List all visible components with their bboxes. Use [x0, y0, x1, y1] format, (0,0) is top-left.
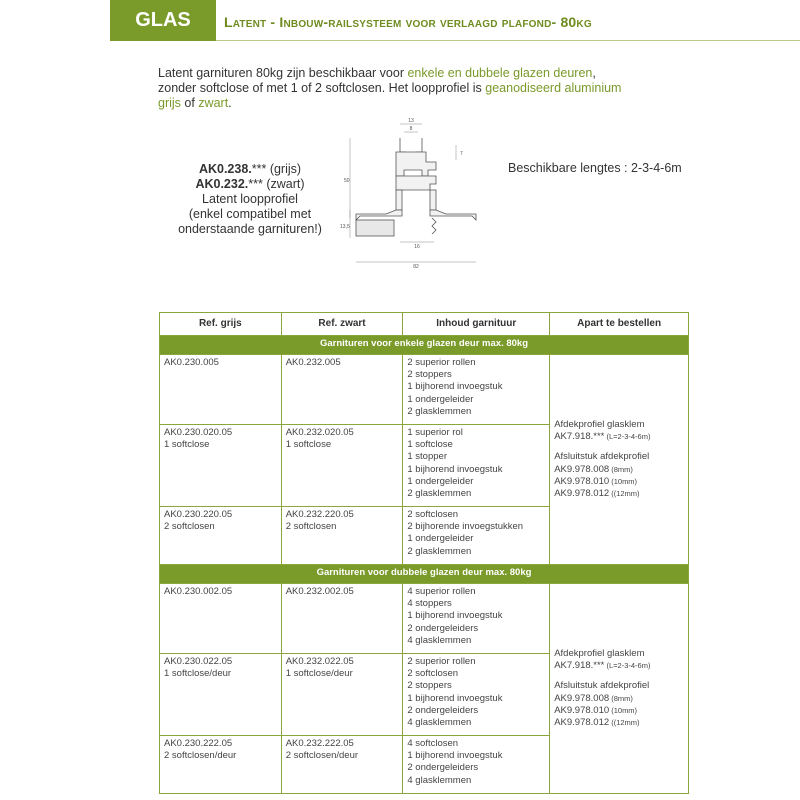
- apart-line: [554, 660, 684, 672]
- cell-line: 1 bijhorend invoegstuk: [407, 463, 503, 475]
- cell-line: 2 glasklemmen: [407, 488, 472, 500]
- ref-grijs-cell: [160, 654, 282, 736]
- cell-line: 2 softclosen: [407, 668, 459, 680]
- dim-label: 8: [409, 126, 413, 132]
- garnituren-table: [159, 312, 689, 794]
- cell-line: 2 ondergeleiders: [407, 704, 479, 716]
- apart-te-bestellen-cell: [550, 584, 689, 794]
- group-header-row: [160, 336, 689, 355]
- cell-line: 4 glasklemmen: [407, 774, 472, 786]
- inhoud-cell: [403, 425, 550, 507]
- product-ref-zwart: [160, 177, 340, 192]
- cell-line: 1 stopper: [407, 451, 447, 463]
- apart-code: AK9.978.008: [554, 692, 610, 704]
- dim-label: 50: [344, 178, 350, 184]
- ref-grijs-cell: [160, 355, 282, 425]
- intro-part: Latent garnituren 80kg zijn beschikbaar voor: [158, 66, 408, 80]
- apart-line: [554, 488, 684, 500]
- profile-cross-section-diagram: [336, 110, 486, 275]
- cell-line: 1 softclose/deur: [285, 668, 353, 680]
- intro-highlight: geanodiseerd aluminium: [485, 81, 622, 95]
- ref-code: AK0.232.: [195, 177, 249, 191]
- apart-line: [554, 717, 684, 729]
- apart-note: (L=2-3-4-6m): [604, 432, 651, 442]
- apart-line: Afdekprofiel glasklem: [554, 647, 645, 659]
- column-header: Inhoud garnituur: [403, 313, 550, 336]
- ref-grijs-cell: [160, 584, 282, 654]
- cell-line: 4 glasklemmen: [407, 717, 472, 729]
- cell-line: 2 ondergeleiders: [407, 762, 479, 774]
- cell-line: 1 ondergeleider: [407, 393, 474, 405]
- table-row: [160, 584, 689, 654]
- page-title: Latent - Inbouw-railsysteem voor verlaagd plafond- 80kg: [224, 14, 592, 30]
- apart-note: (8mm): [609, 693, 633, 703]
- cell-line: 1 bijhorend invoegstuk: [407, 381, 503, 393]
- cell-line: 2 stoppers: [407, 680, 452, 692]
- available-lengths: Beschikbare lengtes : 2-3-4-6m: [508, 161, 682, 175]
- cell-line: 2 glasklemmen: [407, 405, 472, 417]
- intro-part: ,: [592, 66, 596, 80]
- group-header-row: [160, 565, 689, 584]
- spacer: [554, 672, 684, 680]
- intro-highlight: enkele en dubbele glazen deuren: [407, 66, 593, 80]
- cell-line: 1 bijhorend invoegstuk: [407, 610, 503, 622]
- cell-line: AK0.230.022.05: [164, 656, 233, 667]
- apart-line: [554, 693, 684, 705]
- apart-te-bestellen-cell: [550, 355, 689, 565]
- cell-line: 2 softclosen/deur: [285, 750, 359, 762]
- spacer: [554, 443, 684, 451]
- cell-line: 1 softclose: [285, 439, 332, 451]
- apart-line: Afdekprofiel glasklem: [554, 418, 645, 430]
- apart-note: ((12mm): [609, 488, 640, 498]
- inhoud-cell: [403, 355, 550, 425]
- product-name: Latent loopprofiel: [202, 192, 298, 206]
- apart-note: (8mm): [609, 464, 633, 474]
- cell-line: 2 softclosen/deur: [164, 750, 237, 762]
- dim-label: 13: [408, 118, 414, 124]
- cell-line: 4 stoppers: [407, 598, 452, 610]
- cell-line: AK0.230.220.05: [164, 509, 233, 520]
- intro-part: .: [228, 96, 232, 110]
- apart-code: AK9.978.008: [554, 463, 610, 475]
- cell-line: AK0.230.005: [164, 357, 219, 368]
- apart-line: Afsluitstuk afdekprofiel: [554, 451, 650, 463]
- cell-line: 1 bijhorend invoegstuk: [407, 692, 503, 704]
- apart-line: [554, 431, 684, 443]
- cell-line: 1 ondergeleider: [407, 475, 474, 487]
- dim-label: 16: [414, 244, 420, 250]
- apart-note: (10mm): [609, 705, 638, 715]
- column-header: Apart te bestellen: [550, 313, 689, 336]
- section-tab: GLAS: [110, 0, 216, 41]
- ref-zwart-cell: [281, 425, 403, 507]
- dim-label: 82: [413, 264, 419, 270]
- intro-text: [158, 66, 638, 111]
- ref-suffix: *** (zwart): [248, 177, 305, 191]
- product-description: [160, 162, 340, 237]
- cell-line: 2 softclosen: [164, 521, 215, 533]
- cell-line: 1 bijhorend invoegstuk: [407, 750, 503, 762]
- ref-zwart-cell: [281, 654, 403, 736]
- inhoud-cell: [403, 507, 550, 565]
- cell-line: 2 softclosen: [285, 521, 337, 533]
- ref-zwart-cell: [281, 507, 403, 565]
- apart-note: (L=2-3-4-6m): [604, 661, 651, 671]
- cell-line: AK0.232.022.05: [285, 656, 354, 667]
- product-ref-grijs: [160, 162, 340, 177]
- ref-zwart-cell: [281, 355, 403, 425]
- cell-line: 4 glasklemmen: [407, 634, 472, 646]
- cell-line: 4 softclosen: [407, 738, 459, 749]
- ref-zwart-cell: [281, 584, 403, 654]
- cell-line: AK0.230.020.05: [164, 427, 233, 438]
- cell-line: 2 softclosen: [407, 509, 459, 520]
- table-row: [160, 355, 689, 425]
- dim-label: 13,5: [340, 224, 350, 230]
- apart-line: [554, 464, 684, 476]
- cell-line: 1 ondergeleider: [407, 533, 474, 545]
- ref-code: AK0.238.: [198, 162, 252, 176]
- cell-line: 1 softclose/deur: [164, 668, 232, 680]
- ref-grijs-cell: [160, 736, 282, 794]
- cell-line: 4 superior rollen: [407, 586, 476, 597]
- cell-line: 2 superior rollen: [407, 656, 476, 667]
- apart-code: AK9.978.012: [554, 716, 610, 728]
- ref-suffix: *** (grijs): [251, 162, 302, 176]
- apart-note: ((12mm): [609, 717, 640, 727]
- cell-line: AK0.232.222.05: [285, 738, 354, 749]
- cell-line: 2 bijhorende invoegstukken: [407, 521, 524, 533]
- cell-line: AK0.232.220.05: [285, 509, 354, 520]
- cell-line: 2 stoppers: [407, 369, 452, 381]
- column-header: Ref. zwart: [281, 313, 403, 336]
- product-note: onderstaande garnituren!): [178, 222, 322, 236]
- ref-grijs-cell: [160, 425, 282, 507]
- cell-line: 1 softclose: [164, 439, 210, 451]
- apart-code: AK9.978.012: [554, 487, 610, 499]
- apart-code: AK9.978.010: [554, 475, 610, 487]
- inhoud-cell: [403, 736, 550, 794]
- intro-highlight: zwart: [198, 96, 229, 110]
- apart-line: Afsluitstuk afdekprofiel: [554, 680, 650, 692]
- cell-line: AK0.230.002.05: [164, 586, 233, 597]
- apart-code: AK7.918.***: [554, 660, 605, 672]
- cell-line: 2 glasklemmen: [407, 545, 472, 557]
- cell-line: 2 ondergeleiders: [407, 622, 479, 634]
- intro-part: of: [180, 96, 199, 110]
- cell-line: 1 superior rol: [407, 427, 463, 438]
- product-note: (enkel compatibel met: [188, 207, 312, 221]
- apart-line: [554, 476, 684, 488]
- intro-highlight: grijs: [158, 96, 181, 110]
- table-header-row: [160, 313, 689, 336]
- ref-zwart-cell: [281, 736, 403, 794]
- cell-line: 1 softclose: [407, 439, 453, 451]
- apart-code: AK9.978.010: [554, 704, 610, 716]
- inhoud-cell: [403, 654, 550, 736]
- group-title: Garnituren voor enkele glazen deur max. 80kg: [160, 336, 689, 355]
- apart-code: AK7.918.***: [554, 431, 605, 443]
- cell-line: AK0.232.002.05: [285, 586, 354, 597]
- apart-line: [554, 705, 684, 717]
- cell-line: 2 superior rollen: [407, 357, 476, 368]
- apart-note: (10mm): [609, 476, 638, 486]
- group-title: Garnituren voor dubbele glazen deur max. 80kg: [160, 565, 689, 584]
- dim-label: 7: [460, 151, 463, 157]
- cell-line: AK0.232.005: [285, 357, 341, 368]
- inhoud-cell: [403, 584, 550, 654]
- header-divider: [216, 40, 800, 41]
- column-header: Ref. grijs: [160, 313, 282, 336]
- cell-line: AK0.232.020.05: [285, 427, 354, 438]
- ref-grijs-cell: [160, 507, 282, 565]
- intro-part: zonder softclose of met 1 of 2 softclosen. Het loopprofiel is: [158, 81, 486, 95]
- cell-line: AK0.230.222.05: [164, 738, 233, 749]
